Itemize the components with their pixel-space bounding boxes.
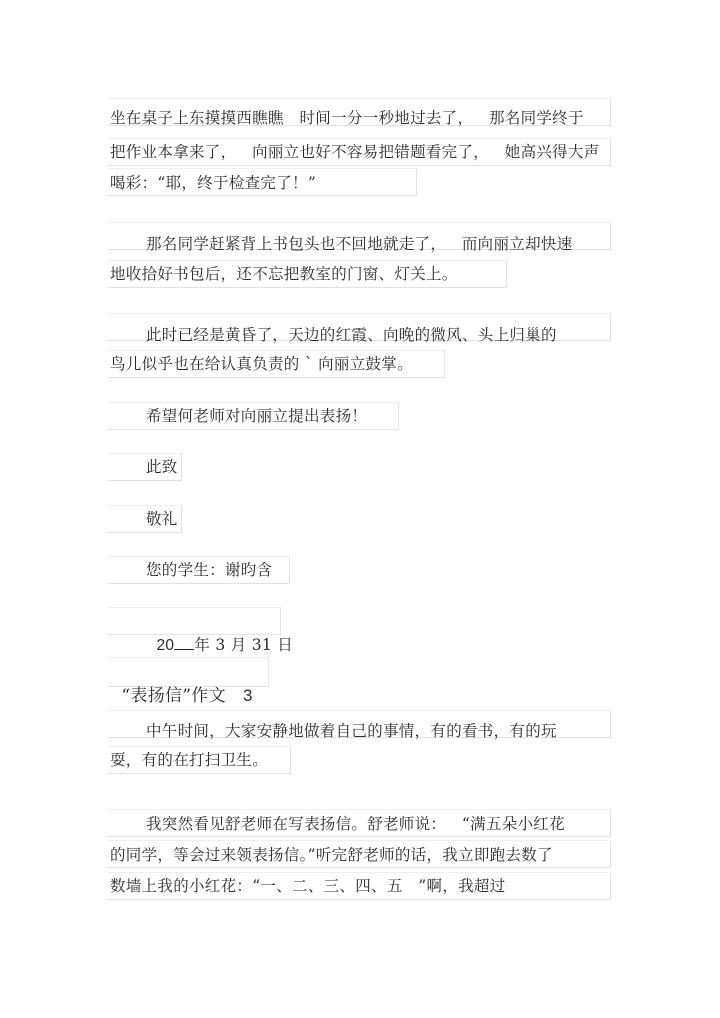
paragraph-line: 我突然看见舒老师在写表扬信。舒老师说： “满五朵小红花 [146,815,565,833]
essay-heading: “表扬信”作文 3 [121,686,253,706]
paragraph-line: 地收拾好书包后，还不忘把教室的门窗、灯关上。 [110,265,458,283]
paragraph-line: 的同学，等会过来领表扬信。”听完舒老师的话，我立即跑去数了 [110,846,553,864]
paragraph-line: 数墙上我的小红花：“一、二、三、四、五 ”啊，我超过 [110,877,506,895]
date-blank [174,635,194,650]
paragraph-line: 鸟儿似乎也在给认真负责的 ` 向丽立鼓掌。 [110,355,413,373]
paragraph-line: 坐在桌子上东摸摸西瞧瞧 时间一分一秒地过去了， 那名同学终于 [110,109,584,127]
paragraph-line: 此时已经是黄昏了，天边的红霞、向晚的微风、头上归巢的 [146,326,557,344]
paragraph-line: 喝彩：“耶，终于检查完了！” [110,174,317,192]
paragraph-line: 那名同学赶紧背上书包头也不回地就走了， 而向丽立却快速 [146,235,573,253]
date-line: 20 年 3 月 31 日 [156,636,294,654]
salutation-line: 敬礼 [146,510,178,528]
paragraph-line: 中午时间，大家安静地做着自己的事情，有的看书，有的玩 [146,722,557,740]
paragraph-line: 希望何老师对向丽立提出表扬！ [146,407,368,425]
paragraph-line: 把作业本拿来了， 向丽立也好不容易把错题看完了， 她高兴得大声 [110,143,600,161]
paragraph-line: 耍，有的在打扫卫生。 [110,751,269,769]
signature-line: 您的学生：谢昀含 [146,561,273,579]
salutation-line: 此致 [146,458,178,476]
